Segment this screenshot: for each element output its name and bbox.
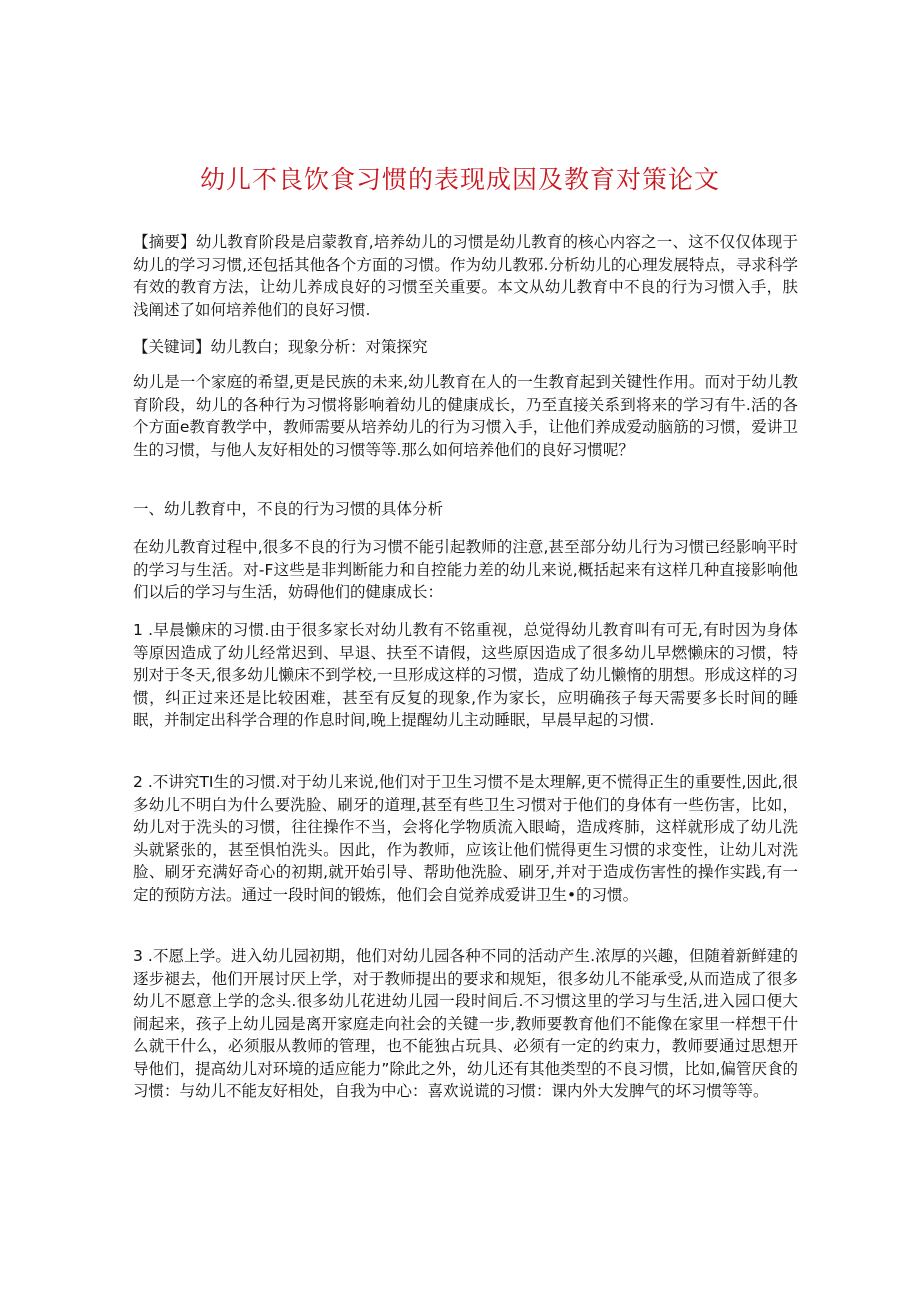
list-item-2: 2 .不讲究TI生的习惯.对于幼儿来说,他们对于卫生习惯不是太理解,更不慌得正生的重要性,因此,很多幼儿不明白为什么要洗脸、刷牙的道理,甚至有些卫生习惯对于他们的身体有一些伤害，比如，幼儿对于洗头的习惯，往往操作不当，会将化学物质流入眼崎，造成疼肺，这样就形成了幼儿洗头就紧张的，甚至惧怕洗头。因此，作为教师，应该让他们慌得更生习惯的求变性，让幼儿对洗脸、刷牙充满好奇心的初期,就开始引导、帮助他洗脸、刷牙,并对于造成伤害性的操作实践,有一定的预防方法。通过一段时间的锻炼，他们会自觉养成爱讲卫生•的习惯。: [133, 773, 798, 904]
section-heading: 一、幼儿教育中，不良的行为习惯的具体分析: [133, 500, 444, 518]
list-item-1: 1 .早晨懒床的习惯.由于很多家长对幼儿教有不铭重视，总觉得幼儿教育叫有可无,有时因为身体等原因造成了幼儿经常迟到、早退、扶至不请假，这些原因造成了很多幼儿早燃懒床的习惯，特别对于冬天,很多幼儿懒床不到学校,一旦形成这样的习惯，造成了幼儿懒惰的朋想。形成这样的习惯，纠正过来还是比较困难，甚至有反复的现象,作为家长，应明确孩子每天需要多长时间的睡眠，并制定出科学合理的作息时间,晚上提醒幼儿主动睡眠，早晨早起的习惯.: [133, 621, 798, 729]
document-title: 幼儿不良饮食习惯的表现成因及教育对策论文: [199, 165, 720, 194]
abstract-paragraph: 【摘要】幼儿教育阶段是启蒙教育,培养幼儿的习惯是幼儿教育的核心内容之一、这不仅仅体现于幼儿的学习习惯,还包括其他各个方面的习惯。作为幼儿教邪.分析幼儿的心理发展特点，寻求科学有效的教育方法，让幼儿养成良好的习惯至关重要。本文从幼儿教育中不良的行为习惯入手，肤浅阐述了如何培养他们的良好习惯.: [133, 233, 798, 319]
section-paragraph: 在幼儿教育过程中,很多不良的行为习惯不能引起教师的注意,甚至部分幼儿行为习惯已经影响平时的学习与生活。对-F这些是非判断能力和自控能力差的幼儿来说,概括起来有这样几种直接影响他们以后的学习与生活，妨碍他们的健康成长：: [133, 538, 798, 601]
list-item-3: 3 .不愿上学。进入幼儿园初期，他们对幼儿园各种不同的活动产生.浓厚的兴趣，但随着新鲜建的逐步褪去，他们开展讨厌上学，对于教师提出的要求和规矩，很多幼儿不能承受,从而造成了很多幼儿不愿意上学的念头.很多幼儿花进幼儿园一段时间后.不习惯这里的学习与生活,进入园口便大闹起来，孩子上幼儿园是离开家庭走向社会的关键一步,教师要教育他们不能像在家里一样想干什么就干什么，必须服从教师的管理，也不能独占玩具、必须有一定的约束力，教师要通过思想开导他们，提高幼儿对环境的适应能力”除此之外，幼儿还有其他类型的不良习惯，比如,偏管厌食的习惯：与幼儿不能友好相处，自我为中心：喜欢说谎的习惯：课内外大发脾气的坏习惯等等。: [133, 947, 798, 1100]
keywords-paragraph: 【关键词】幼儿教白；现象分析：对策探究: [133, 338, 428, 356]
intro-paragraph: 幼儿是一个家庭的希望,更是民族的未来,幼儿教育在人的一生教育起到关键性作用。而对于幼儿教育阶段，幼儿的各种行为习惯将影响着幼儿的健康成长，乃至直接关系到将来的学习有牛.活的各个方面e教育教学中，教师需要从培养幼儿的行为习惯入手，让他们养成爱动脑筋的习惯，爱讲卫生的习惯，与他人友好相处的习惯等等.那么如何培养他们的良好习惯呢？: [133, 373, 798, 459]
